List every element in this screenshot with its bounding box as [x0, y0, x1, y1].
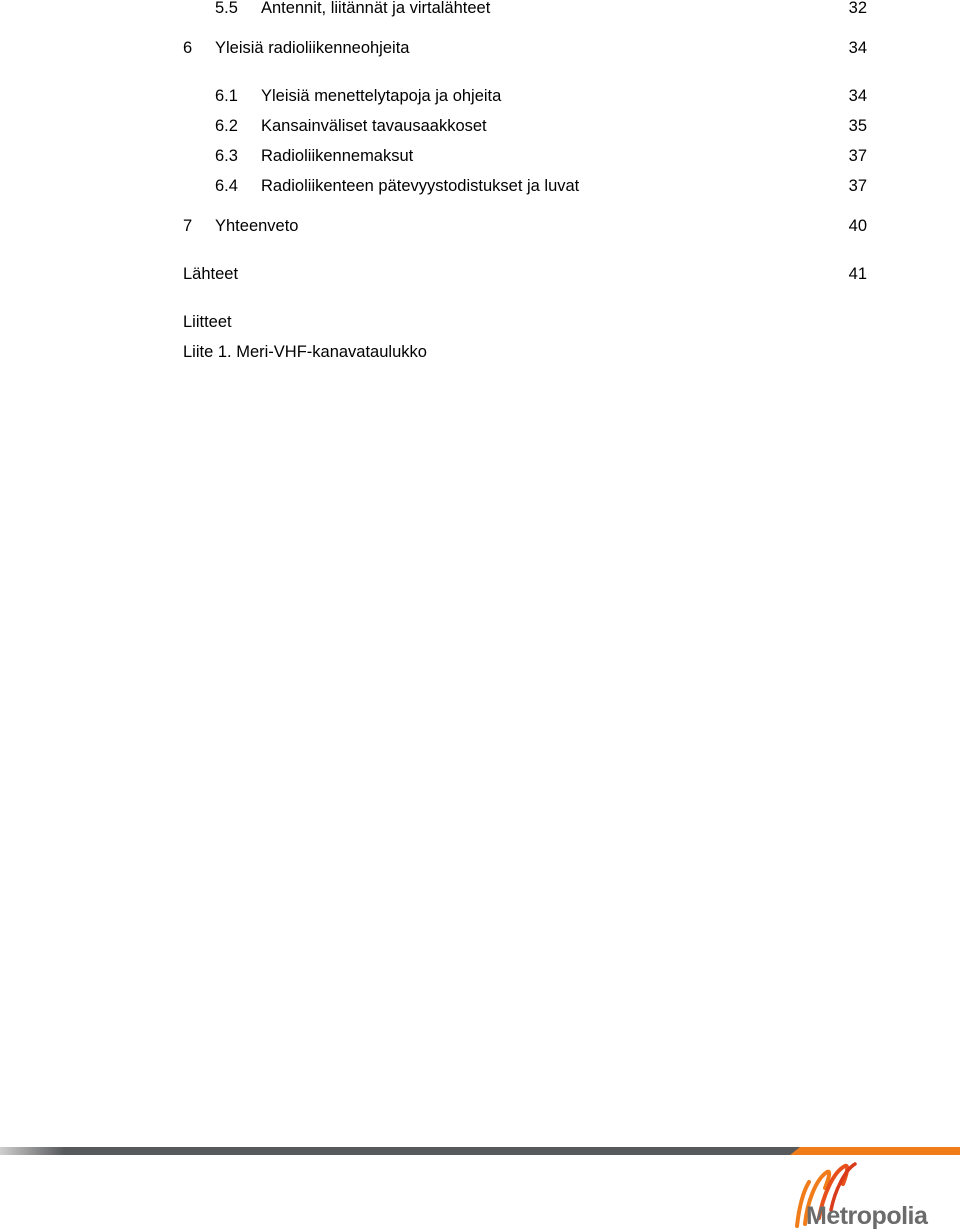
toc-entry — [0, 0, 960, 18]
toc-entry — [0, 116, 960, 136]
toc-entry-number: 6.4 — [215, 177, 238, 195]
toc-entry-title: Lähteet — [183, 265, 239, 283]
toc-entry-number: 6.3 — [215, 147, 238, 165]
toc-entry-page: 37 — [848, 177, 867, 195]
toc-entry-page: 32 — [848, 0, 867, 17]
toc-entry-page: 34 — [848, 39, 867, 57]
footer-bar — [0, 1147, 960, 1155]
footer-bar-gray — [0, 1147, 800, 1155]
appendix-item: Liite 1. Meri-VHF-kanavataulukko — [183, 343, 427, 361]
toc-entry-number: 6.1 — [215, 87, 238, 105]
toc-entry — [0, 264, 960, 284]
toc-entry-title: Radioliikennemaksut — [261, 147, 414, 165]
toc-entry-title: Kansainväliset tavausaakkoset — [261, 117, 487, 135]
toc-entry — [0, 86, 960, 106]
toc-entry-number: 6 — [183, 39, 193, 57]
toc-entry-title: Antennit, liitännät ja virtalähteet — [261, 0, 491, 17]
appendices-heading: Liitteet — [183, 313, 232, 331]
toc-entry-page: 35 — [848, 117, 867, 135]
toc-entry-number: 5.5 — [215, 0, 238, 17]
toc-entry-page: 41 — [848, 265, 867, 283]
toc-entry-title: Radioliikenteen pätevyystodistukset ja luvat — [261, 177, 580, 195]
toc-entry — [0, 176, 960, 196]
toc-entry-title: Yleisiä menettelytapoja ja ohjeita — [261, 87, 502, 105]
toc-entry — [0, 38, 960, 58]
metropolia-logo-text: Metropolia — [806, 1202, 928, 1230]
toc-entry-number: 6.2 — [215, 117, 238, 135]
toc-entry-page: 34 — [848, 87, 867, 105]
toc-entry-title: Yleisiä radioliikenneohjeita — [215, 39, 410, 57]
toc-entry-title: Yhteenveto — [215, 217, 299, 235]
toc-entry — [0, 216, 960, 236]
toc-entry-number: 7 — [183, 217, 193, 235]
toc-entry — [0, 146, 960, 166]
toc-entry-page: 40 — [848, 217, 867, 235]
footer-bar-accent — [790, 1147, 960, 1155]
toc-entry-page: 37 — [848, 147, 867, 165]
